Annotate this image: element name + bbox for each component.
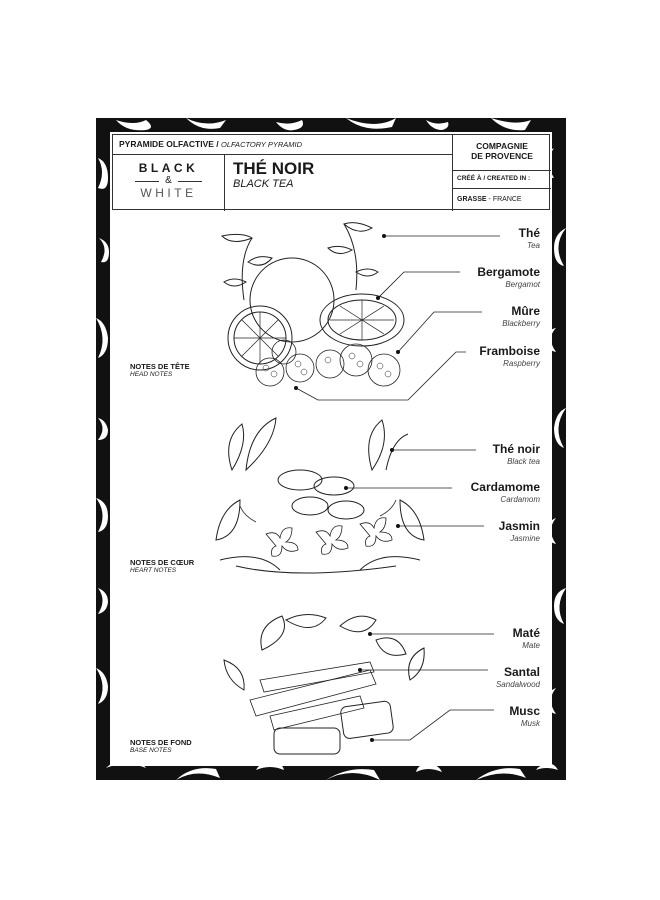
brand-amp: & bbox=[113, 175, 224, 186]
section-name-en: BASE NOTES bbox=[130, 747, 172, 754]
section-name-en: HEAD NOTES bbox=[130, 371, 173, 378]
leader-lines bbox=[296, 236, 500, 740]
note-label bbox=[496, 665, 540, 689]
title-fr: THÉ NOIR bbox=[233, 159, 315, 178]
note-en: Blackberry bbox=[502, 319, 540, 328]
note-fr: Framboise bbox=[479, 344, 540, 358]
note-label bbox=[499, 519, 540, 543]
note-label bbox=[477, 265, 540, 289]
note-fr: Musc bbox=[509, 704, 540, 718]
company-line1: COMPAGNIE bbox=[476, 141, 528, 151]
note-fr: Mûre bbox=[511, 304, 540, 318]
note-en: Sandalwood bbox=[495, 680, 540, 689]
note-fr: Thé noir bbox=[492, 442, 540, 456]
note-fr: Santal bbox=[503, 665, 540, 679]
note-en: Black tea bbox=[507, 457, 540, 466]
note-label bbox=[493, 442, 540, 466]
section-name-en: HEART NOTES bbox=[130, 567, 177, 574]
section-base-notes bbox=[130, 738, 192, 754]
brand-black: BLACK bbox=[138, 161, 199, 175]
note-label bbox=[513, 626, 540, 650]
note-label bbox=[502, 304, 540, 328]
note-fr: Bergamote bbox=[477, 265, 540, 279]
note-en: Mate bbox=[522, 641, 540, 650]
origin-country: FRANCE bbox=[492, 196, 522, 203]
note-fr: Maté bbox=[512, 626, 540, 640]
base-notes-illustration bbox=[224, 614, 424, 754]
pyramid-fr: PYRAMIDE OLFACTIVE / bbox=[119, 139, 219, 149]
note-fr: Thé bbox=[518, 226, 540, 240]
note-en: Tea bbox=[526, 241, 540, 250]
note-fr: Cardamome bbox=[470, 480, 540, 494]
section-name-fr: NOTES DE CŒUR bbox=[130, 558, 195, 567]
head-notes-illustration bbox=[222, 223, 404, 386]
brand-white: WHITE bbox=[140, 186, 197, 200]
note-en: Jasmine bbox=[510, 534, 540, 543]
note-label bbox=[479, 344, 540, 368]
section-head-notes bbox=[130, 362, 190, 378]
note-en: Musk bbox=[520, 719, 540, 728]
note-label bbox=[519, 226, 540, 250]
note-en: Raspberry bbox=[503, 359, 540, 368]
section-name-fr: NOTES DE FOND bbox=[130, 738, 192, 747]
origin-sep: - bbox=[488, 196, 491, 203]
note-en: Bergamot bbox=[505, 280, 540, 289]
created-text: CRÉÉ À / CREATED IN : bbox=[457, 175, 531, 182]
origin-city: GRASSE bbox=[457, 196, 487, 203]
note-en: Cardamom bbox=[500, 495, 540, 504]
title-en: BLACK TEA bbox=[233, 178, 294, 190]
note-label bbox=[509, 704, 540, 728]
section-heart-notes bbox=[130, 558, 194, 574]
company-line2: DE PROVENCE bbox=[471, 151, 533, 161]
section-name-fr: NOTES DE TÊTE bbox=[130, 362, 190, 371]
heart-notes-illustration bbox=[216, 418, 424, 573]
pyramid-en: OLFACTORY PYRAMID bbox=[221, 140, 303, 149]
note-fr: Jasmin bbox=[498, 519, 540, 533]
note-label bbox=[471, 480, 540, 504]
